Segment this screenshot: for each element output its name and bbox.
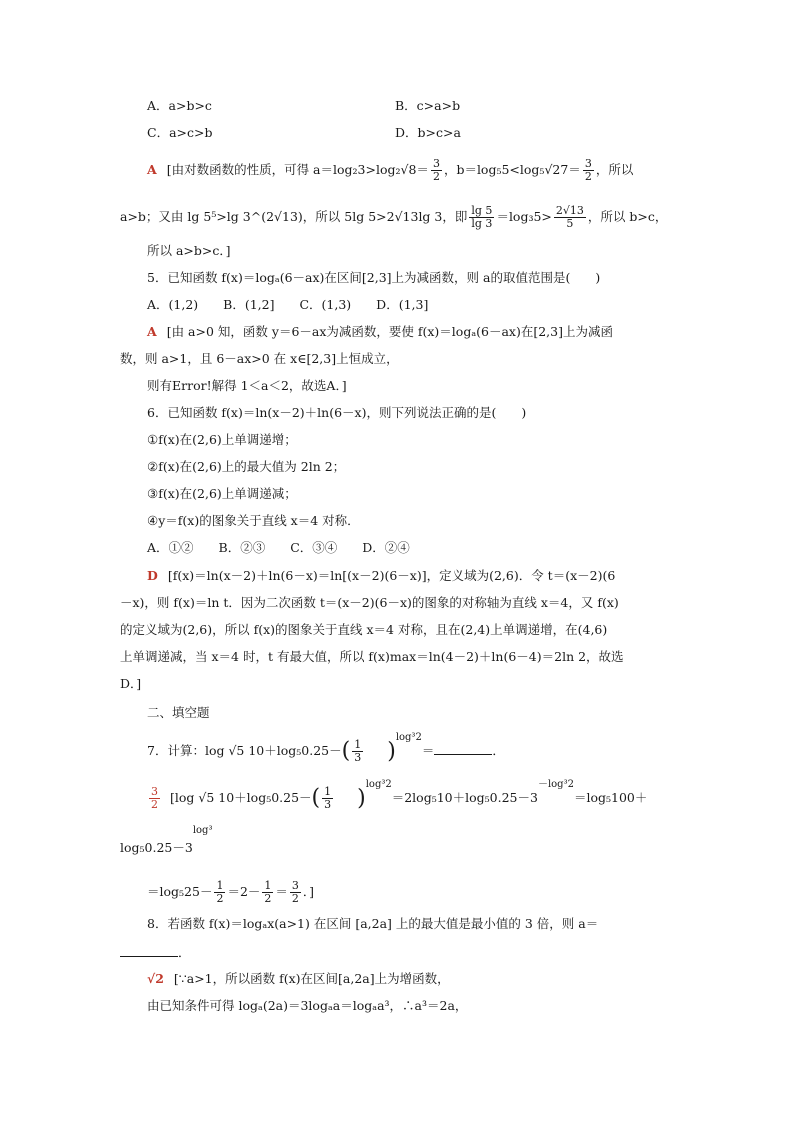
q5-stem: 5．已知函数 f(x)＝logₐ(6－ax)在区间[2,3]上为减函数，则 a的取值范围是( ) <box>147 270 601 285</box>
fraction: $\frac{1}{2}$ <box>216 879 224 905</box>
q7-explanation-line1: $\frac{3}{2}$ [log √5 10＋log₅0.25－( $\frac{1}{3}$ )$^{log^32}=2\log_510+\log_50.25-3^{-log^32}=\log_5100+$ <box>151 779 648 812</box>
q4-option-a: A．a>b>c <box>147 98 212 113</box>
q8-stem-line2: ． <box>120 942 191 963</box>
q6-explanation-line1: D [f(x)＝ln(x－2)＋ln(6－x)＝ln[(x－2)(6－x)]，定义域为(2,6)．令 t＝(x－2)(6 <box>147 568 616 583</box>
fraction: $\frac{1}{2}$ <box>264 879 272 905</box>
q4-option-c: C．a>c>b <box>147 125 213 140</box>
q8-answer: √2 <box>147 971 164 986</box>
q6-statement-3: ③f(x)在(2,6)上单调递减； <box>147 486 297 501</box>
q4-answer: A <box>147 162 157 177</box>
q6-stem: 6．已知函数 f(x)＝ln(x－2)＋ln(6－x)，则下列说法正确的是( ) <box>147 405 527 420</box>
q6-statement-4: ④y＝f(x)的图象关于直线 x＝4 对称． <box>147 513 360 528</box>
q6-statement-2: ②f(x)在(2,6)上的最大值为 2ln 2； <box>147 459 346 474</box>
q6-statement-1: ①f(x)在(2,6)上单调递增； <box>147 432 297 447</box>
fraction: $\frac{2√13}{5}$ <box>555 204 584 230</box>
q8-stem: 8．若函数 f(x)＝logₐx(a>1) 在区间 [a,2a] 上的最大值是最小值的 3 倍，则 a＝ <box>147 916 599 931</box>
q7-explanation-line2: $\log_50.25-3^{log^3}$ <box>120 825 213 856</box>
fraction: $\frac{\lg 5}{\lg 3}$ <box>471 204 493 230</box>
q7-answer-blank <box>434 740 492 755</box>
q8-explanation-line1: √2 [∵a>1，所以函数 f(x)在区间[a,2a]上为增函数， <box>147 971 450 986</box>
q6-explanation-line4: 上单调递减，当 x＝4 时，t 有最大值，所以 f(x)max＝ln(4－2)＋ln(6－4)＝2ln 2，故选 <box>120 649 624 664</box>
q4-explanation-line1: A [由对数函数的性质，可得 a＝log₂3>log₂√8＝ $\frac{3}{2}$ ，b＝log₅5<log₅√27＝ $\frac{3}{2}$ ，所以 <box>147 157 634 183</box>
q7-explanation-line3: ＝log₅25－ $\frac{1}{2}$ ＝2－ $\frac{1}{2}$ ＝ $\frac{3}{2}$ ．] <box>147 879 315 905</box>
q5-explanation-line1: A [由 a>0 知，函数 y＝6－ax为减函数，要使 f(x)＝logₐ(6－ax)在[2,3]上为减函 <box>147 324 613 339</box>
fraction: $\frac{3}{2}$ <box>291 879 299 905</box>
fraction: $\frac{3}{2}$ <box>584 157 592 183</box>
q6-explanation-line5: D．] <box>120 676 142 691</box>
q5-explanation-line2: 数，则 a>1，且 6－ax>0 在 x∈[2,3]上恒成立， <box>120 351 399 366</box>
fraction: $\frac{3}{2}$ <box>432 157 440 183</box>
q4-option-b: B．c>a>b <box>395 98 461 113</box>
fraction: $\frac{1}{3}$ <box>354 738 362 765</box>
q6-explanation-line2: －x)，则 f(x)＝ln t．因为二次函数 t＝(x－2)(6－x)的图象的对称轴为直线 x＝4，又 f(x) <box>120 595 619 610</box>
q4-option-d: D．b>c>a <box>395 125 461 140</box>
q8-explanation-line2: 由已知条件可得 logₐ(2a)＝3logₐa＝logₐa³，∴a³＝2a， <box>147 998 468 1013</box>
q6-explanation-line3: 的定义域为(2,6)，所以 f(x)的图象关于直线 x＝4 对称，且在(2,4)上单调递增，在(4,6) <box>120 622 608 637</box>
q6-options: A．①② B．②③ C．③④ D．②④ <box>147 540 410 555</box>
q4-explanation-line2: a>b；又由 lg 5⁵>lg 3^(2√13)，所以 5lg 5>2√13lg 3，即 $\frac{\lg 5}{\lg 3}$ ＝log₃5> $\frac{2√13}{5}$ ，所以 b>c， <box>120 204 668 230</box>
section-heading-fill-in: 二、填空题 <box>147 705 210 720</box>
q5-explanation-line3: 则有Error!解得 1＜a＜2，故选A．] <box>147 378 347 393</box>
q8-answer-blank <box>120 942 178 957</box>
q6-answer: D <box>147 568 158 583</box>
q4-explanation-line3: 所以 a>b>c．] <box>147 243 231 258</box>
q5-options: A．(1,2) B．(1,2] C．(1,3) D．(1,3] <box>147 297 429 312</box>
q5-answer: A <box>147 324 157 339</box>
q7-stem: 7．计算：log √5 10＋log₅0.25－( $\frac{1}{3}$ )$^{log^32}$＝ ． <box>147 732 505 765</box>
q7-answer-fraction: $\frac{3}{2}$ <box>151 785 158 812</box>
fraction: $\frac{1}{3}$ <box>324 785 332 812</box>
